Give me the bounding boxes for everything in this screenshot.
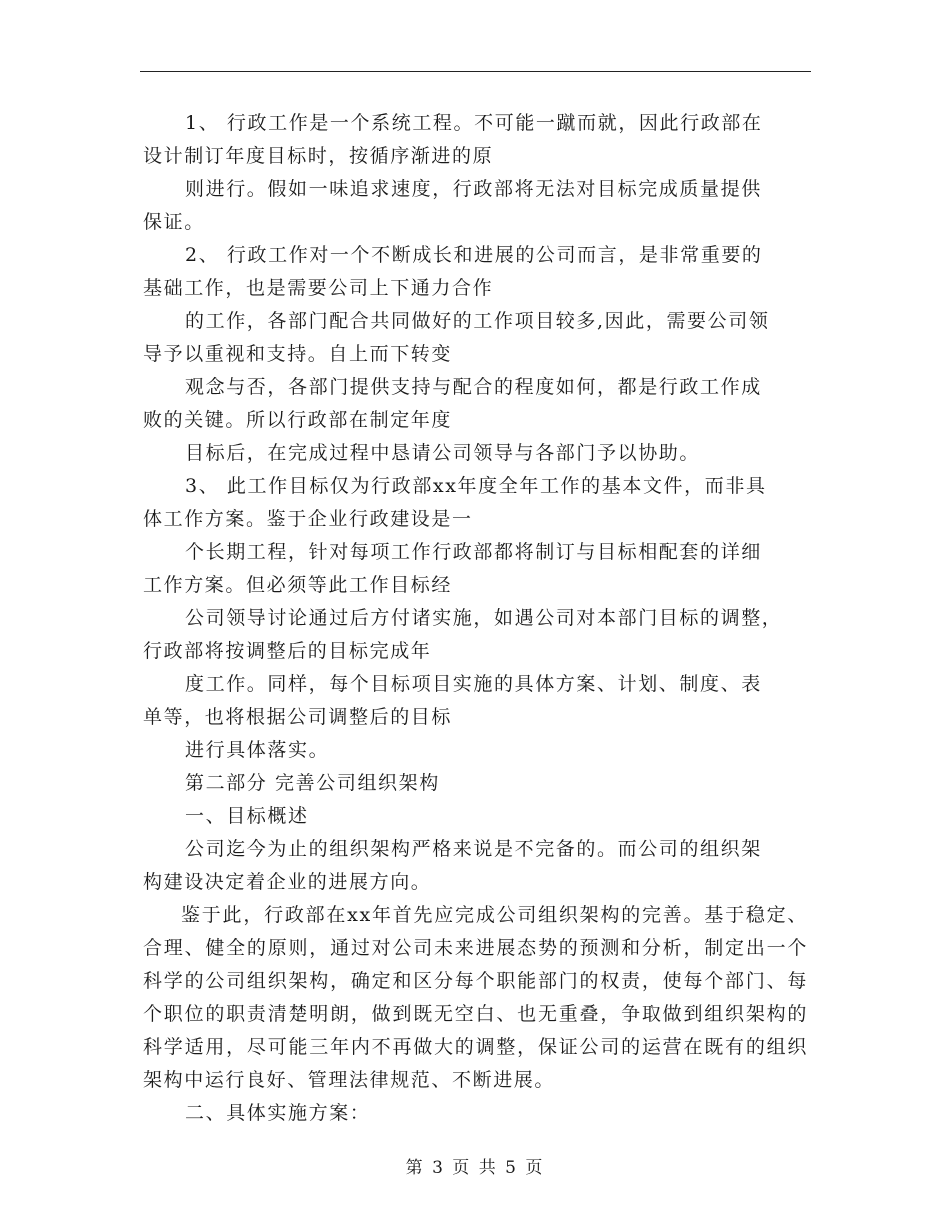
text-line: 保证。 xyxy=(143,211,205,233)
text-line: 设计制订年度目标时，按循序渐进的原 xyxy=(143,145,494,167)
text-line: 行政部将按调整后的目标完成年 xyxy=(143,640,432,662)
text-line: 的工作，各部门配合共同做好的工作项目较多,因此，需要公司领 xyxy=(185,310,770,332)
text-line: 单等，也将根据公司调整后的目标 xyxy=(143,706,453,728)
text-line: 导予以重视和支持。自上而下转变 xyxy=(143,343,453,365)
body-paragraph: 鉴于此，行政部在xx年首先应完成公司组织架构的完善。基于稳定、合理、健全的原则，通过对公司未来进展态势的预测和分析，制定出一个科学的公司组织架构，确定和区分每个职能部门的权责，使每个部门、每个职位的职责清楚明朗，做到既无空白、也无重叠，争取做到组织架构的科学适用，尽可能三年内不再做大的调整，保证公司的运营在既有的组织架构中运行良好、管理法律规范、不断进展。 xyxy=(143,904,808,1091)
text-line: 观念与否，各部门提供支持与配合的程度如何，都是行政工作成 xyxy=(185,376,762,398)
text-line: 1、 行政工作是一个系统工程。不可能一蹴而就，因此行政部在 xyxy=(185,112,763,134)
text-line: 目标后，在完成过程中恳请公司领导与各部门予以协助。 xyxy=(185,442,701,464)
text-line: 度工作。同样，每个目标项目实施的具体方案、计划、制度、表 xyxy=(185,673,762,695)
text-line: 基础工作，也是需要公司上下通力合作 xyxy=(143,277,494,299)
section-heading: 第二部分 完善公司组织架构 xyxy=(185,772,440,794)
text-line: 公司领导讨论通过后方付诸实施，如遇公司对本部门目标的调整， xyxy=(185,607,783,629)
text-line: 3、 此工作目标仅为行政部xx年度全年工作的基本文件，而非具 xyxy=(185,475,767,497)
text-line: 构建设决定着企业的进展方向。 xyxy=(143,871,432,893)
text-line: 败的关键。所以行政部在制定年度 xyxy=(143,409,453,431)
header-rule xyxy=(140,71,811,72)
text-line: 个长期工程，针对每项工作行政部都将制订与目标相配套的详细 xyxy=(185,541,762,563)
document-body xyxy=(143,107,808,1130)
text-line: 2、 行政工作对一个不断成长和进展的公司而言，是非常重要的 xyxy=(185,244,763,266)
text-line: 则进行。假如一味追求速度，行政部将无法对目标完成质量提供 xyxy=(185,178,762,200)
text-line: 工作方案。但必须等此工作目标经 xyxy=(143,574,453,596)
subsection-heading: 一、目标概述 xyxy=(185,805,309,827)
text-line: 进行具体落实。 xyxy=(185,739,330,761)
subsection-heading: 二、具体实施方案： xyxy=(185,1102,371,1124)
page-number-footer: 第 3 页 共 5 页 xyxy=(405,1158,545,1178)
text-line: 体工作方案。鉴于企业行政建设是一 xyxy=(143,508,473,530)
text-line: 公司迄今为止的组织架构严格来说是不完备的。而公司的组织架 xyxy=(185,838,762,860)
